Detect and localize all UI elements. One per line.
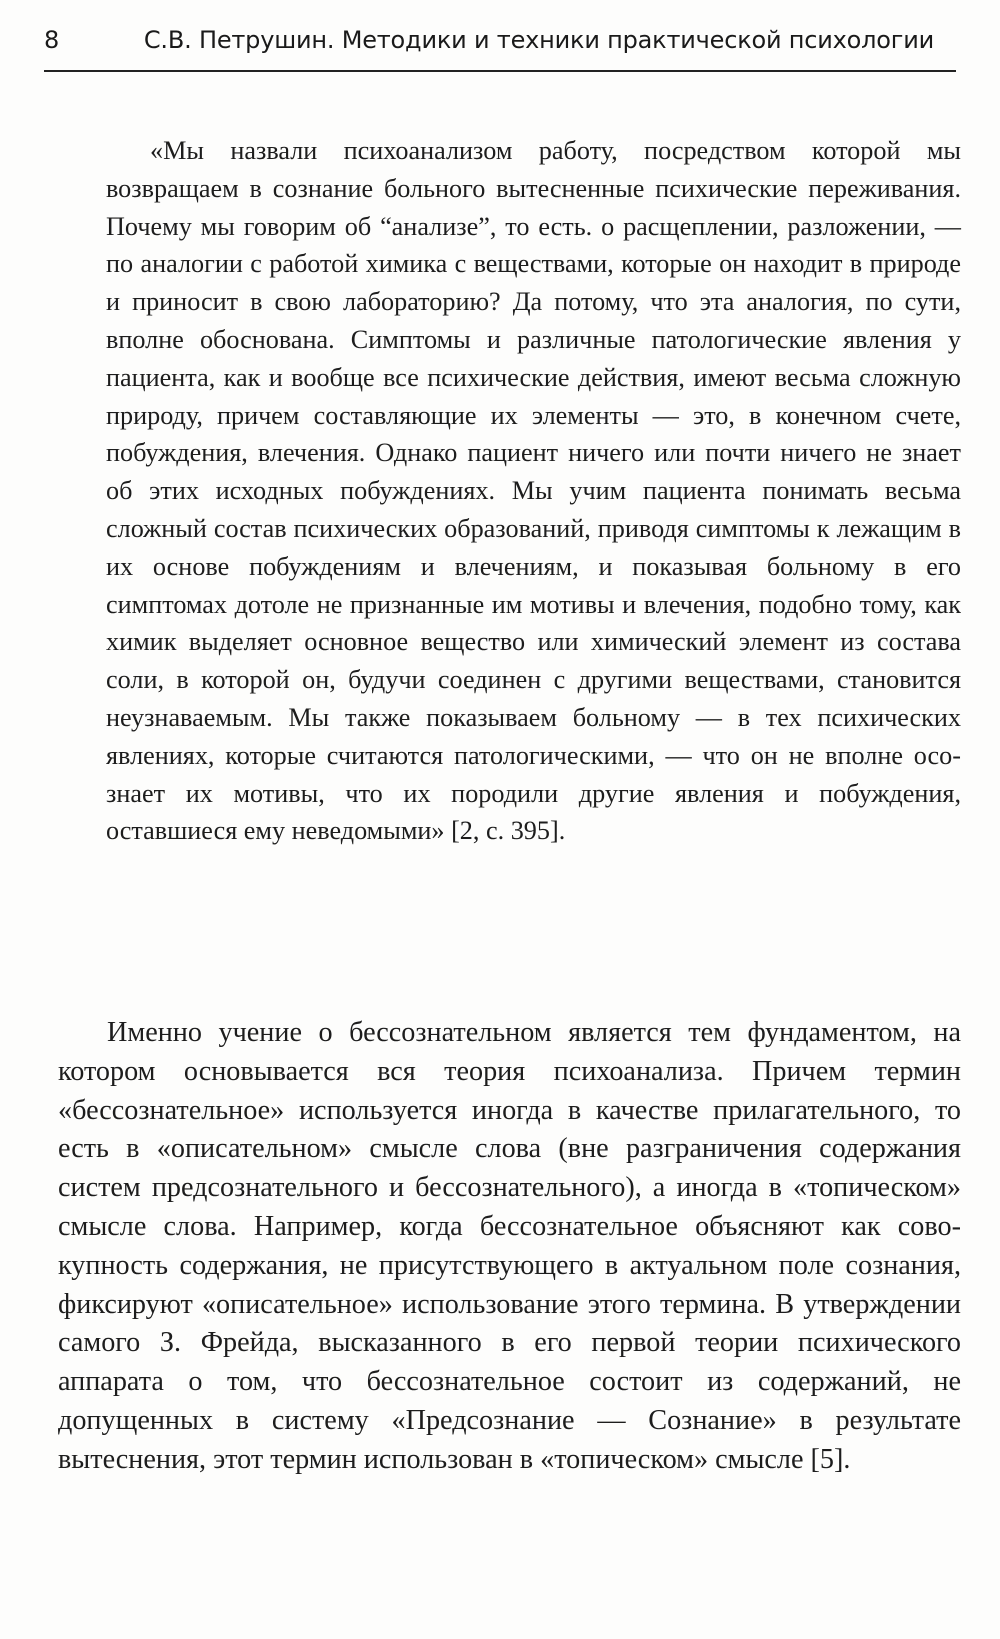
running-head [44,22,956,64]
page-number: 8 [44,26,60,54]
header-rule [44,70,956,72]
freud-quotation: «Мы назвали психоанализом работу, посредством которой мы возвращаем в сознание больного вытесненные психические переживания. Почему мы говорим об “анализе”, то есть. о расщеплении, разложении, — по аналогии с работой химика с веществами, которые он находит в природе и приносит в свою лабораторию? Да потому, что эта аналогия, по сути, вполне обоснована. Симптомы и различные патологические явления у пациента, как и вообще все психические действия, имеют весьма сложную природу, причем составляющие их элементы — это, в конечном счете, побуждения, влечения. Однако пациент ничего или почти ничего не знает об этих исходных побуждениях. Мы учим пациента понимать весьма сложный состав психических образований, приводя симптомы к лежащим в их основе побуждениям и влечениям, и показывая больному в его симптомах дотоле не признанные им мотивы и влечения, подобно тому, как химик выделяет основное вещество или химический элемент из состава соли, в которой он, будучи соединен с другими веществами, становится неузнаваемым. Мы также показываем больному — в тех психических явлениях, которые считаются патологическими, — что он не вполне осознает их мотивы, что их породили другие явления и побуждения, оставшиеся ему неведомыми» [2, с. 395]. [106,136,961,846]
running-title: С.В. Петрушин. Методики и техники практической психологии [143,26,934,54]
body-paragraph: Именно учение о бессознательном является тем фундаментом, на котором основывается вся теория психоанализа. Причем термин «бессознательное» используется иногда в качестве прилагательного, то есть в «описательном» смысле слова (вне разграничения содержания систем предсознательного и бессознательного), а иногда в «топическом» смысле слова. Например, когда бессознательное объясняют как совокупность содержания, не присутствующего в актуальном поле сознания, фиксируют «описательное» использование этого термина. В утверждении самого З. Фрейда, высказанного в его первой теории психического аппарата о том, что бессознательное состоит из содержаний, не допущенных в систему «Предсознание — Сознание» в результате вытеснения, этот термин использован в «топическом» смысле [5]. [58,1017,961,1475]
